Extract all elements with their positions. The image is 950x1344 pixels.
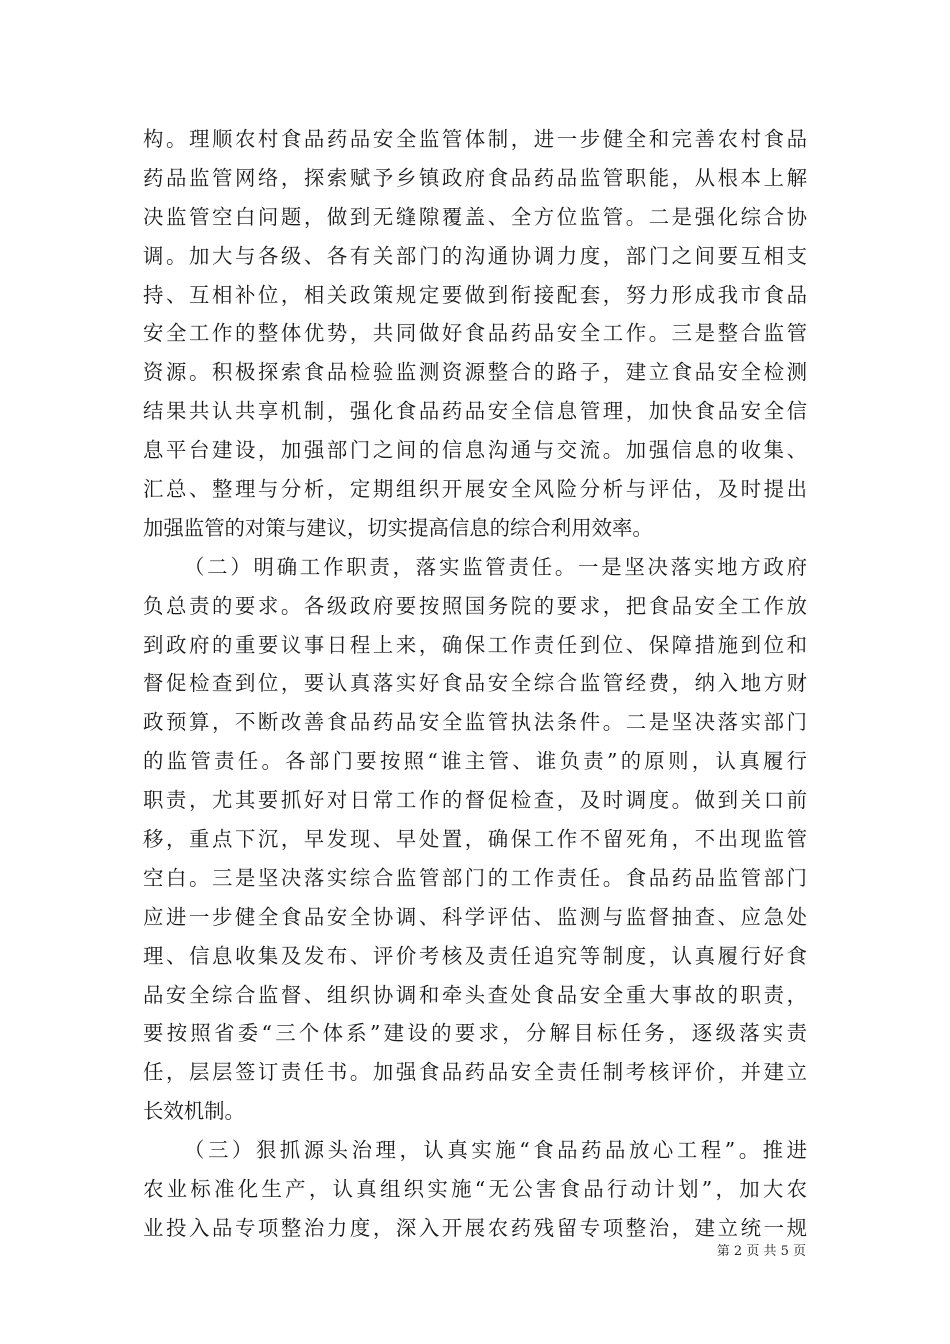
- text-line: 决监管空白问题，做到无缝隙覆盖、全方位监管。二是强化综合协: [143, 204, 807, 229]
- document-body: [143, 120, 807, 1248]
- text-line: 要按照省委“三个体系”建设的要求，分解目标任务，逐级落实责: [143, 1021, 807, 1046]
- text-line: 到政府的重要议事日程上来，确保工作责任到位、保障措施到位和: [143, 632, 807, 657]
- text-line: 汇总、整理与分析，定期组织开展安全风险分析与评估，及时提出: [143, 477, 807, 502]
- text-line: 持、互相补位，相关政策规定要做到衔接配套，努力形成我市食品: [143, 282, 807, 307]
- text-line: 职责，尤其要抓好对日常工作的督促检查，及时调度。做到关口前: [143, 788, 807, 813]
- text-line: 负总责的要求。各级政府要按照国务院的要求，把食品安全工作放: [143, 593, 807, 618]
- text-line: 督促检查到位，要认真落实好食品安全综合监管经费，纳入地方财: [143, 671, 807, 696]
- text-line: 资源。积极探索食品检验监测资源整合的路子，建立食品安全检测: [143, 360, 807, 385]
- text-line: 调。加大与各级、各有关部门的沟通协调力度，部门之间要互相支: [143, 243, 807, 268]
- page-number: 第 2 页 共 5 页: [716, 1244, 806, 1259]
- text-line: 移，重点下沉，早发现、早处置，确保工作不留死角，不出现监管: [143, 827, 807, 852]
- text-line: 息平台建设，加强部门之间的信息沟通与交流。加强信息的收集、: [143, 438, 807, 463]
- text-line: 农业标准化生产，认真组织实施“无公害食品行动计划”，加大农: [143, 1177, 807, 1202]
- text-line: 政预算，不断改善食品药品安全监管执法条件。二是坚决落实部门: [143, 710, 807, 735]
- text-line: 空白。三是坚决落实综合监管部门的工作责任。食品药品监管部门: [143, 865, 807, 890]
- text-line: 药品监管网络，探索赋予乡镇政府食品药品监管职能，从根本上解: [143, 165, 807, 190]
- text-line: 业投入品专项整治力度，深入开展农药残留专项整治，建立统一规: [143, 1215, 807, 1240]
- text-line: 的监管责任。各部门要按照“谁主管、谁负责”的原则，认真履行: [143, 749, 807, 774]
- text-line: 构。理顺农村食品药品安全监管体制，进一步健全和完善农村食品: [143, 127, 807, 151]
- text-line: 安全工作的整体优势，共同做好食品药品安全工作。三是整合监管: [143, 321, 807, 346]
- text-line: 加强监管的对策与建议，切实提高信息的综合利用效率。: [143, 515, 653, 540]
- text-line: 任，层层签订责任书。加强食品药品安全责任制考核评价，并建立: [143, 1060, 807, 1085]
- text-line: 结果共认共享机制，强化食品药品安全信息管理，加快食品安全信: [143, 399, 807, 424]
- text-line: 应进一步健全食品安全协调、科学评估、监测与监督抽查、应急处: [143, 904, 807, 929]
- text-line: 品安全综合监督、组织协调和牵头查处食品安全重大事故的职责，: [143, 982, 807, 1007]
- section-heading-line: （三）狠抓源头治理，认真实施“食品药品放心工程”。推进: [184, 1138, 807, 1163]
- text-line: 理、信息收集及发布、评价考核及责任追究等制度，认真履行好食: [143, 943, 807, 968]
- section-heading-line: （二）明确工作职责，落实监管责任。一是坚决落实地方政府: [184, 554, 807, 579]
- text-line: 长效机制。: [143, 1099, 245, 1124]
